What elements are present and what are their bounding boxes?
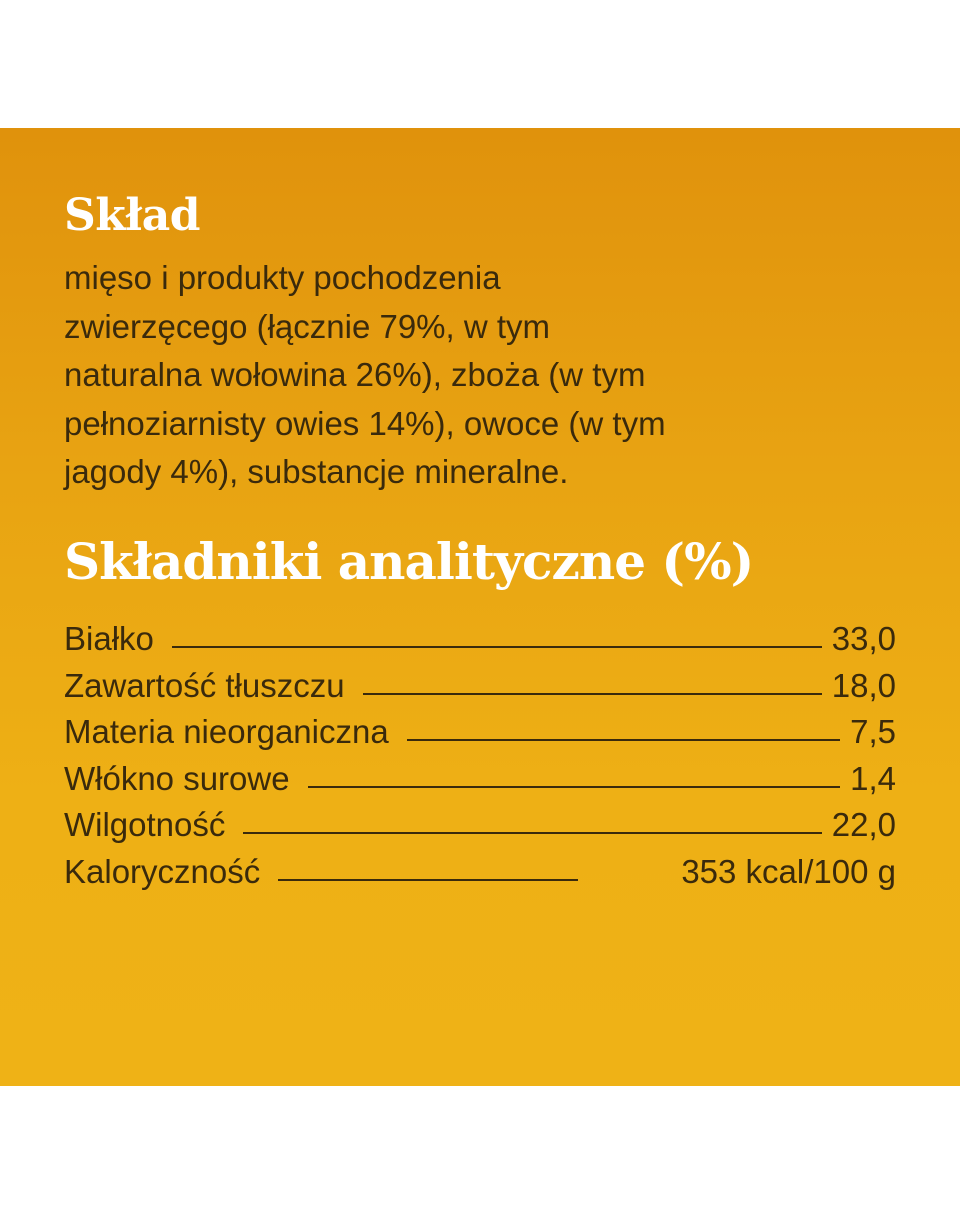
dotted-leader <box>278 879 578 881</box>
composition-title: Skład <box>64 190 200 241</box>
analytical-table <box>64 616 896 895</box>
nutrient-row-protein <box>64 616 896 663</box>
dotted-leader <box>243 832 821 834</box>
nutrient-value: 7,5 <box>850 713 896 750</box>
dotted-leader <box>308 786 841 788</box>
nutrient-value: 1,4 <box>850 759 896 797</box>
ingredients-line: pełnoziarnisty owies 14%), owoce (w tym <box>64 404 666 442</box>
ingredients-line: naturalna wołowina 26%), zboża (w tym <box>64 356 646 393</box>
ingredients-text <box>64 254 904 497</box>
nutrient-label: Materia nieorganiczna <box>64 713 389 750</box>
nutrient-row-moisture <box>64 802 896 849</box>
nutrient-label: Wilgotność <box>64 806 226 843</box>
nutrient-row-fat <box>64 663 896 710</box>
nutrient-label: Białko <box>64 620 154 657</box>
analytical-title: Składniki analityczne (%) <box>64 532 754 591</box>
ingredients-line: jagody 4%), substancje mineralne. <box>64 453 569 490</box>
nutrient-row-ash <box>64 709 896 756</box>
dotted-leader <box>172 646 822 648</box>
dotted-leader <box>363 693 822 695</box>
nutrient-label: Włókno surowe <box>64 759 290 797</box>
composition-panel <box>0 128 960 1086</box>
nutrient-value: 33,0 <box>831 620 896 657</box>
ingredients-line: mięso i produkty pochodzenia <box>64 259 501 296</box>
nutrient-label: Zawartość tłuszczu <box>64 666 345 704</box>
nutrient-value: 353 kcal/100 g <box>681 852 896 890</box>
nutrient-value: 18,0 <box>831 666 896 704</box>
ingredients-line: zwierzęcego (łącznie 79%, w tym <box>64 307 551 345</box>
nutrient-label: Kaloryczność <box>64 852 261 890</box>
nutrient-value: 22,0 <box>831 806 896 843</box>
nutrient-row-energy <box>64 849 896 896</box>
nutrient-row-fibre <box>64 756 896 803</box>
dotted-leader <box>407 739 840 741</box>
